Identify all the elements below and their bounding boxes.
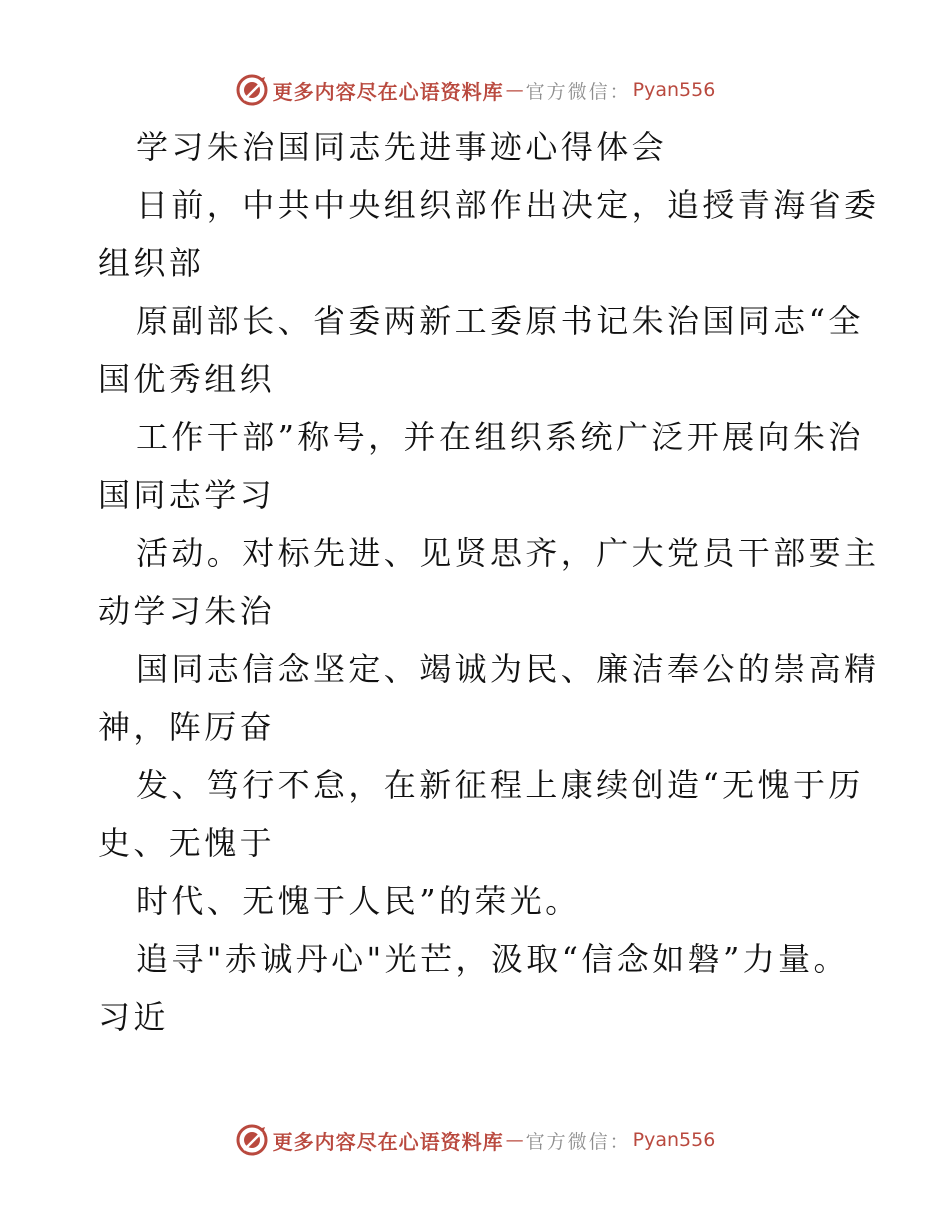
body-line: 习近	[98, 998, 169, 1036]
watermark-wechat-id: Pyan556	[632, 1129, 716, 1151]
header-watermark	[0, 70, 950, 110]
body-line: 追寻"赤诚丹心"光芒，汲取“信念如磐”力量。	[136, 940, 849, 978]
footer-watermark	[0, 1120, 950, 1160]
body-line: 原副部长、省委两新工委原书记朱治国同志“全	[136, 302, 864, 340]
body-line: 工作干部”称号，并在组织系统广泛开展向朱治	[136, 418, 864, 456]
body-line: 活动。对标先进、见贤思齐，广大党员干部要主	[136, 534, 880, 572]
document-body	[98, 118, 880, 1046]
watermark-site-name: 更多内容尽在心语资料库	[272, 1129, 504, 1154]
body-line: 日前，中共中央组织部作出决定，追授青海省委	[136, 186, 880, 224]
quill-seal-icon	[235, 73, 269, 107]
body-line: 国优秀组织	[98, 360, 276, 398]
body-line: 史、无愧于	[98, 824, 276, 862]
body-line: 国同志学习	[98, 476, 276, 514]
watermark-official-label: 官方微信：	[525, 80, 631, 103]
body-line: 动学习朱治	[98, 592, 276, 630]
body-line: 时代、无愧于人民”的荣光。	[136, 882, 581, 920]
watermark-wechat-id: Pyan556	[632, 79, 716, 101]
body-line: 神，阵厉奋	[98, 708, 276, 746]
document-title: 学习朱治国同志先进事迹心得体会	[136, 128, 668, 166]
body-line: 组织部	[98, 244, 205, 282]
watermark-official-label: 官方微信：	[525, 1130, 631, 1153]
watermark-dash: —	[505, 79, 524, 101]
watermark-site-name: 更多内容尽在心语资料库	[272, 79, 504, 104]
watermark-dash: —	[505, 1129, 524, 1151]
body-line: 发、笃行不怠，在新征程上康续创造“无愧于历	[136, 766, 864, 804]
quill-seal-icon	[235, 1123, 269, 1157]
body-line: 国同志信念坚定、竭诚为民、廉洁奉公的崇高精	[136, 650, 880, 688]
